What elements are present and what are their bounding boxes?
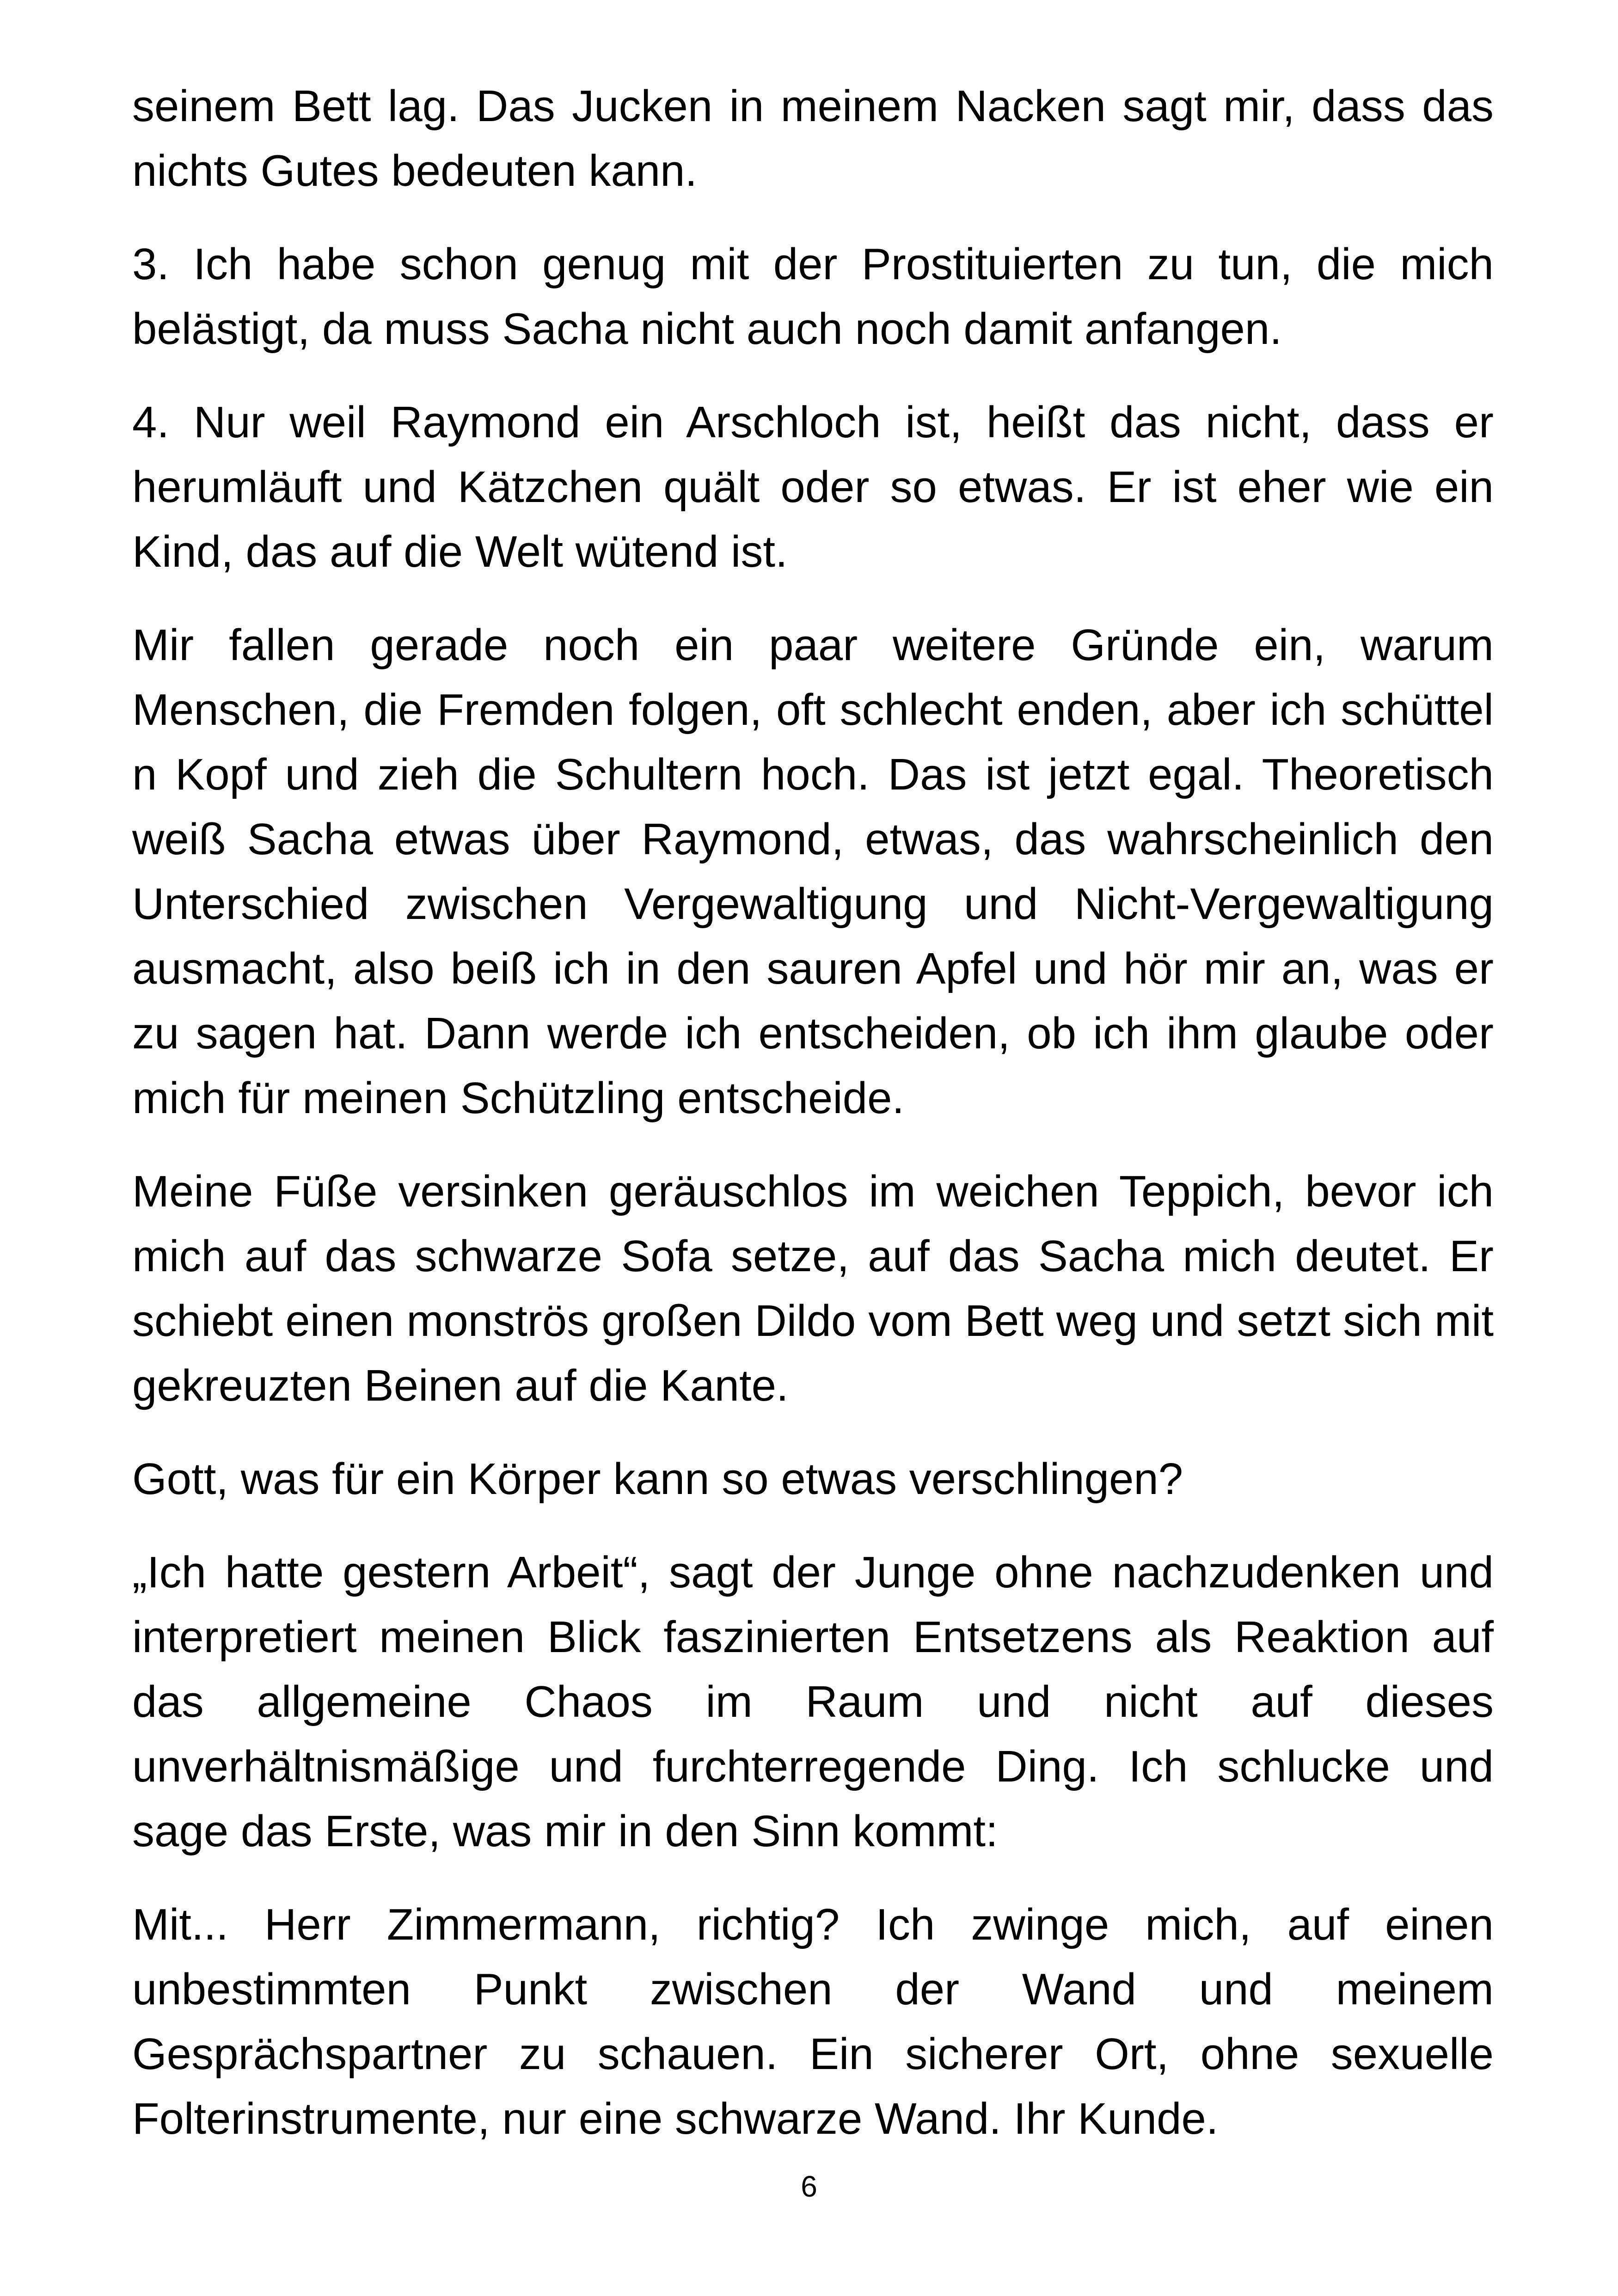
paragraph: 4. Nur weil Raymond ein Arschloch ist, heißt das nicht, dass er herumläuft und Kätzchen quält oder so etwas. Er ist eher wie ein Kind, das auf die Welt wütend ist.: [132, 398, 1494, 576]
paragraph: 3. Ich habe schon genug mit der Prostituierten zu tun, die mich belästigt, da muss Sacha nicht auch noch damit anfangen.: [132, 239, 1494, 354]
paragraph: seinem Bett lag. Das Jucken in meinem Nacken sagt mir, dass das nichts Gutes bedeuten kann.: [132, 81, 1494, 196]
page-number: 6: [801, 2170, 817, 2203]
page-body-text: [132, 74, 1494, 2180]
paragraph: Mit... Herr Zimmermann, richtig? Ich zwinge mich, auf einen unbestimmten Punkt zwischen der Wand und meinem Gesprächspartner zu schauen. Ein sicherer Ort, ohne sexuelle Folterinstrumente, nur eine schwarze Wand. Ihr Kunde.: [132, 1900, 1494, 2143]
paragraph: „Ich hatte gestern Arbeit“, sagt der Junge ohne nachzudenken und interpretiert meinen Blick faszinierten Entsetzens als Reaktion auf das allgemeine Chaos im Raum und nicht auf dieses unverhältnismäßige und furchterregende Ding. Ich schlucke und sage das Erste, was mir in den Sinn kommt:: [132, 1548, 1494, 1856]
paragraph: Meine Füße versinken geräuschlos im weichen Teppich, bevor ich mich auf das schwarze Sofa setze, auf das Sacha mich deutet. Er schiebt einen monströs großen Dildo vom Bett weg und setzt sich mit gekreuzten Beinen auf die Kante.: [132, 1167, 1494, 1410]
paragraph: Mir fallen gerade noch ein paar weitere Gründe ein, warum Menschen, die Fremden folgen, oft schlecht enden, aber ich schüttel n Kopf und zieh die Schultern hoch. Das ist jetzt egal. Theoretisch weiß Sacha etwas über Raymond, etwas, das wahrscheinlich den Unterschied zwischen Vergewaltigung und Nicht-Vergewaltigung ausmacht, also beiß ich in den sauren Apfel und hör mir an, was er zu sagen hat. Dann werde ich entscheiden, ob ich ihm glaube oder mich für meinen Schützling entscheide.: [132, 620, 1494, 1123]
paragraph: Gott, was für ein Körper kann so etwas verschlingen?: [132, 1454, 1183, 1504]
